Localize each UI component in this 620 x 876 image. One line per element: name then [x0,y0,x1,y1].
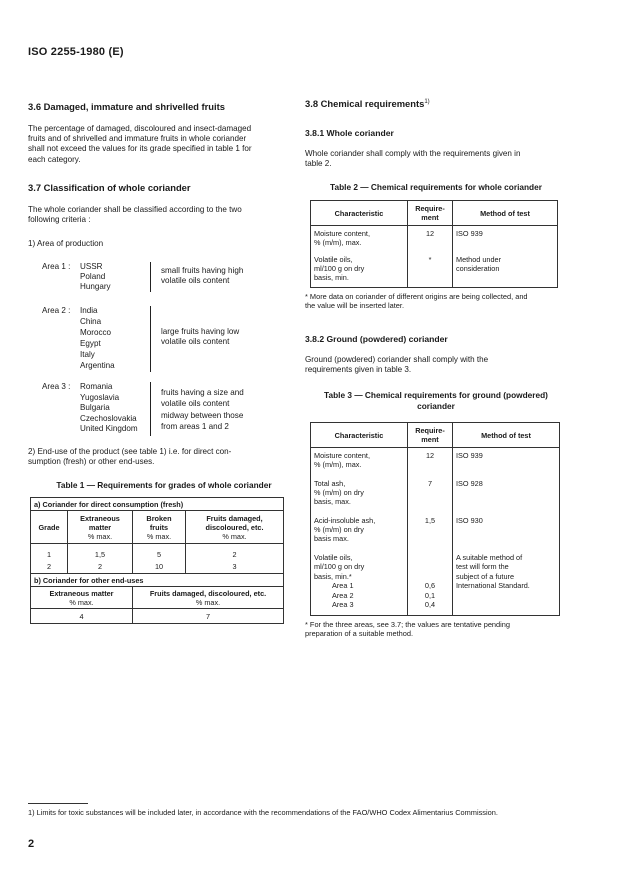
table-row: Volatile oils, ml/100 g on dry basis, min. * Method under consideration [311,252,558,288]
table-1-b-extraneous-value: 4 [31,609,133,624]
section-3-8-2-title: 3.8.2 Ground (powdered) coriander [305,334,448,344]
table-3-col-characteristic: Characteristic [311,423,408,448]
area-1-countries: USSR Poland Hungary [80,262,111,292]
section-3-7-title: 3.7 Classification of whole coriander [28,182,191,193]
section-3-6-body: The percentage of damaged, discoloured and insect-damaged fruits and of shrivelled and immature fruits in whole coriander shall not exceed the values for its grade specified in table 1 for each category. [28,124,252,164]
area-3-countries: Romania Yugoslavia Bulgaria Czechoslovakia United Kingdom [80,382,138,434]
table-2-note: * More data on coriander of different origins are being collected, and the value will be inserted later. [305,292,528,311]
table-cell: 1,5 [94,550,106,559]
section-3-6-title: 3.6 Damaged, immature and shrivelled fruits [28,101,225,112]
table-2 [310,200,558,288]
table-row: Volatile oils, ml/100 g on dry basis, min.* Area 1 Area 2 Area 3 0,6 0,1 0,4 A suitable method of test will form the subject of a future International Standard. [311,550,560,616]
footnote: 1) Limits for toxic substances will be included later, in accordance with the recommendations of the FAO/WHO Codex Alimentarius Commission. [28,808,498,817]
table-1-data-rows [31,544,284,574]
table-1-b-col-damaged: Fruits damaged, discoloured, etc. % max. [133,587,284,609]
table-3 [310,422,560,616]
area-3-brace [150,382,151,436]
table-row: Moisture content, % (m/m), max. 12 ISO 939 [311,448,560,476]
table-3-col-method: Method of test [453,423,560,448]
area-3-description: fruits having a size and volatile oils content midway between those from areas 1 and 2 [161,388,244,431]
table-cell: 2 [232,550,237,559]
section-3-8-2-body: Ground (powdered) coriander shall comply with the requirements given in table 3. [305,355,489,375]
table-3-note: * For the three areas, see 3.7; the values are tentative pending preparation of a suitable method. [305,620,511,639]
area-1-brace [150,262,151,292]
table-2-col-characteristic: Characteristic [311,201,408,226]
section-3-8-1-title: 3.8.1 Whole coriander [305,128,394,138]
table-1-caption: Table 1 — Requirements for grades of whole coriander [56,480,272,490]
table-cell: 2 [97,562,103,571]
table-3-caption: Table 3 — Chemical requirements for ground (powdered) coriander [324,390,548,411]
area-1-label: Area 1 : [42,262,71,271]
area-2-description: large fruits having low volatile oils content [161,327,240,347]
area-2-label: Area 2 : [42,306,71,315]
table-1 [30,497,284,624]
criterion-end-use: 2) End-use of the product (see table 1) i.e. for direct con- sumption (fresh) or other end-uses. [28,447,232,467]
table-1-b-damaged-value: 7 [133,609,284,624]
footnote-rule [28,803,88,804]
table-1-b-col-extraneous: Extraneous matter % max. [31,587,133,609]
table-1-section-b: b) Coriander for other end-uses [31,574,284,587]
document-header: ISO 2255-1980 (E) [28,46,124,58]
table-1-col-broken: Broken fruits % max. [133,511,186,544]
table-1-col-grade: Grade [31,511,68,544]
table-row: 1 [46,550,52,559]
table-2-caption: Table 2 — Chemical requirements for whole coriander [330,182,542,192]
page-number: 2 [28,838,35,850]
area-2-countries: India China Morocco Egypt Italy Argentina [80,306,115,370]
table-row: 2 [46,562,52,571]
table-row: Moisture content, % (m/m), max. 12 ISO 939 [311,226,558,252]
table-cell: 5 [156,550,162,559]
area-2-brace [150,306,151,372]
table-1-section-a: a) Coriander for direct consumption (fresh) [31,498,284,511]
criterion-area-of-production: 1) Area of production [28,239,104,248]
table-3-col-requirement: Require- ment [408,423,453,448]
table-cell: 10 [154,562,164,571]
table-row: Acid-insoluble ash, % (m/m) on dry basis max. 1,5 ISO 930 [311,513,560,550]
table-1-col-damaged: Fruits damaged, discoloured, etc. % max. [186,511,284,544]
table-row: Total ash, % (m/m) on dry basis, max. 7 ISO 928 [311,476,560,513]
footnote-ref: 1) [424,98,430,105]
section-3-8-1-body: Whole coriander shall comply with the requirements given in table 2. [305,149,521,169]
area-3-label: Area 3 : [42,382,71,391]
area-1-description: small fruits having high volatile oils content [161,266,244,286]
table-cell: 3 [232,562,237,571]
table-2-col-requirement: Require- ment [408,201,453,226]
table-1-col-extraneous: Extraneous matter % max. [68,511,133,544]
section-3-7-body: The whole coriander shall be classified according to the two following criteria : [28,205,242,225]
section-3-8-title: 3.8 Chemical requirements$^{1)}$ [305,98,430,109]
table-2-col-method: Method of test [453,201,558,226]
